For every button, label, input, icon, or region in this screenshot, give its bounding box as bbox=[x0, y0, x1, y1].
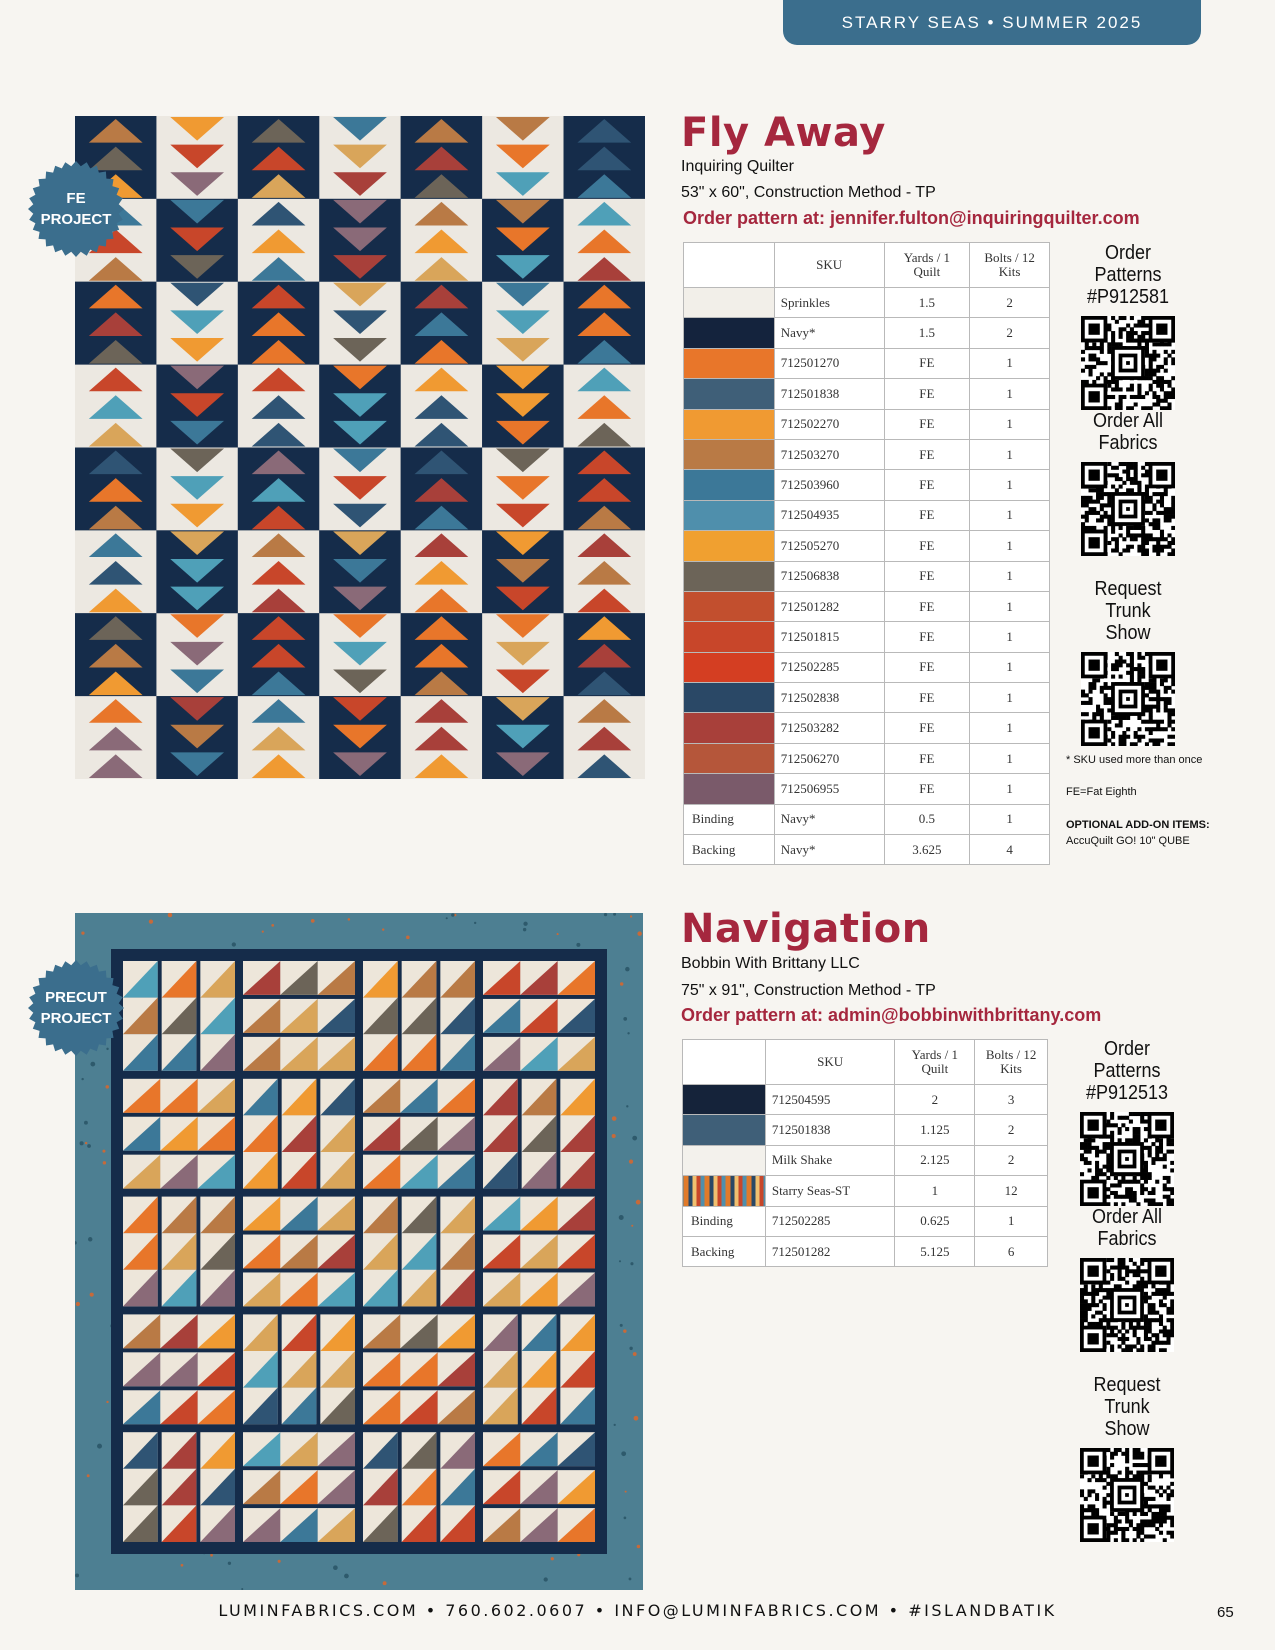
yards-cell: FE bbox=[884, 622, 970, 652]
fabric-swatch bbox=[684, 561, 775, 591]
badge-line-1: PRECUT bbox=[45, 989, 107, 1006]
fabric-swatch bbox=[684, 288, 775, 318]
sku-cell: Sprinkles bbox=[774, 288, 884, 318]
bolts-cell: 1 bbox=[970, 622, 1050, 652]
yards-cell: FE bbox=[884, 348, 970, 378]
sku-cell: 712501270 bbox=[774, 348, 884, 378]
fabric-swatch bbox=[684, 743, 775, 773]
sku-cell: 712501282 bbox=[765, 1236, 895, 1266]
bolts-cell: 1 bbox=[970, 348, 1050, 378]
table-row bbox=[683, 1115, 1048, 1145]
row-label: Backing bbox=[683, 1236, 766, 1266]
bolts-cell: 1 bbox=[970, 531, 1050, 561]
sku-cell: 712504595 bbox=[765, 1085, 895, 1115]
header-text: STARRY SEAS • SUMMER 2025 bbox=[841, 12, 1143, 32]
bolts-cell: 1 bbox=[970, 409, 1050, 439]
fabric-swatch bbox=[684, 348, 775, 378]
table-row bbox=[684, 500, 1050, 530]
header-bolts: Bolts / 12 Kits bbox=[970, 243, 1050, 288]
sku-cell: 712502285 bbox=[774, 652, 884, 682]
table-row bbox=[684, 713, 1050, 743]
fabric-swatch bbox=[684, 409, 775, 439]
header-yards: Yards / 1 Quilt bbox=[884, 243, 970, 288]
bolts-cell: 1 bbox=[970, 713, 1050, 743]
bolts-cell: 1 bbox=[970, 439, 1050, 469]
table-row bbox=[684, 409, 1050, 439]
yards-cell: 5.125 bbox=[895, 1236, 975, 1266]
sku-cell: 712502838 bbox=[774, 683, 884, 713]
sku-cell: 712502285 bbox=[765, 1206, 895, 1236]
badge-line-2: PROJECT bbox=[40, 1010, 112, 1027]
yards-cell: FE bbox=[884, 683, 970, 713]
fly-away-quilt-image bbox=[75, 116, 645, 779]
bolts-cell: 2 bbox=[975, 1145, 1048, 1175]
project-title-fly-away: Fly Away bbox=[681, 110, 886, 156]
yards-cell: FE bbox=[884, 439, 970, 469]
bolts-cell: 1 bbox=[970, 804, 1050, 834]
yards-cell: FE bbox=[884, 713, 970, 743]
sku-cell: 712505270 bbox=[774, 531, 884, 561]
navigation-quilt-image bbox=[75, 913, 643, 1590]
order-pattern-link[interactable]: Order pattern at: admin@bobbinwithbrittany.com bbox=[681, 1005, 1102, 1025]
bolts-cell: 4 bbox=[970, 835, 1050, 865]
precut-project-badge bbox=[28, 960, 124, 1056]
qr-label-line-1: Order Patterns bbox=[1093, 1038, 1161, 1082]
yards-cell: 1.5 bbox=[884, 318, 970, 348]
qr-code-icon[interactable] bbox=[1081, 462, 1175, 556]
table-row bbox=[684, 439, 1050, 469]
sku-cell: 712502270 bbox=[774, 409, 884, 439]
bolts-cell: 1 bbox=[970, 379, 1050, 409]
table-row bbox=[683, 1236, 1048, 1266]
bolts-cell: 1 bbox=[970, 743, 1050, 773]
page-number: 65 bbox=[1217, 1604, 1234, 1621]
table-row bbox=[684, 288, 1050, 318]
sku-cell: 712501815 bbox=[774, 622, 884, 652]
qr-label-line-2: Show bbox=[1105, 622, 1151, 644]
fabric-requirements-table bbox=[683, 242, 1050, 865]
yards-cell: FE bbox=[884, 531, 970, 561]
qr-code-icon[interactable] bbox=[1080, 1112, 1174, 1206]
fabric-swatch bbox=[683, 1115, 766, 1145]
designer-name: Inquiring Quilter bbox=[681, 158, 794, 175]
yards-cell: 2.125 bbox=[895, 1145, 975, 1175]
order-pattern-link[interactable]: Order pattern at: jennifer.fulton@inquiringquilter.com bbox=[683, 208, 1140, 228]
bolts-cell: 3 bbox=[975, 1085, 1048, 1115]
sku-cell: Navy* bbox=[774, 804, 884, 834]
header-swatch bbox=[683, 1040, 766, 1085]
size-method: 53" x 60", Construction Method - TP bbox=[681, 184, 936, 201]
fabric-swatch bbox=[683, 1085, 766, 1115]
table-row bbox=[684, 683, 1050, 713]
row-label: Binding bbox=[683, 1206, 766, 1236]
yards-cell: FE bbox=[884, 774, 970, 804]
sku-cell: Starry Seas-ST bbox=[765, 1176, 895, 1206]
sku-cell: 712506270 bbox=[774, 743, 884, 773]
qr-code-icon[interactable] bbox=[1081, 316, 1175, 410]
table-row bbox=[684, 774, 1050, 804]
qr-label-line-1: Order All bbox=[1091, 1206, 1163, 1228]
fabric-requirements-table bbox=[682, 1039, 1048, 1267]
yards-cell: 3.625 bbox=[884, 835, 970, 865]
bolts-cell: 2 bbox=[975, 1115, 1048, 1145]
qr-trunk-show[interactable] bbox=[1062, 1374, 1192, 1542]
fabric-swatch bbox=[683, 1176, 766, 1206]
table-row bbox=[684, 622, 1050, 652]
header-bolts: Bolts / 12 Kits bbox=[975, 1040, 1048, 1085]
row-label: Backing bbox=[684, 835, 775, 865]
qr-label-line-2: #P912513 bbox=[1085, 1082, 1169, 1104]
qr-order-fabrics[interactable] bbox=[1062, 1206, 1192, 1352]
yards-cell: 2 bbox=[895, 1085, 975, 1115]
table-row bbox=[684, 743, 1050, 773]
bolts-cell: 6 bbox=[975, 1236, 1048, 1266]
qr-label-line-2: Fabrics bbox=[1097, 1228, 1157, 1250]
row-label: Binding bbox=[684, 804, 775, 834]
fabric-swatch bbox=[684, 500, 775, 530]
table-row bbox=[683, 1085, 1048, 1115]
bolts-cell: 1 bbox=[970, 500, 1050, 530]
fabric-swatch bbox=[684, 470, 775, 500]
qr-label-line-1: Request Trunk bbox=[1093, 1374, 1161, 1418]
table-row bbox=[684, 348, 1050, 378]
fabric-swatch bbox=[684, 439, 775, 469]
table-row bbox=[684, 804, 1050, 834]
sku-cell: 712504935 bbox=[774, 500, 884, 530]
yards-cell: FE bbox=[884, 561, 970, 591]
qr-trunk-show[interactable] bbox=[1063, 578, 1193, 746]
bolts-cell: 1 bbox=[970, 652, 1050, 682]
yards-cell: 0.5 bbox=[884, 804, 970, 834]
badge-line-2: PROJECT bbox=[40, 211, 112, 228]
yards-cell: FE bbox=[884, 379, 970, 409]
footer-contact: LUMINFABRICS.COM • 760.602.0607 • INFO@LUMINFABRICS.COM • #ISLANDBATIK bbox=[218, 1601, 1057, 1620]
yards-cell: FE bbox=[884, 409, 970, 439]
bolts-cell: 1 bbox=[970, 470, 1050, 500]
qr-label-line-1: Request Trunk bbox=[1094, 578, 1162, 622]
yards-cell: FE bbox=[884, 500, 970, 530]
bolts-cell: 2 bbox=[970, 318, 1050, 348]
table-row bbox=[684, 531, 1050, 561]
sku-cell: Navy* bbox=[774, 318, 884, 348]
bolts-cell: 1 bbox=[970, 774, 1050, 804]
table-row bbox=[683, 1176, 1048, 1206]
yards-cell: FE bbox=[884, 470, 970, 500]
sku-cell: 712503960 bbox=[774, 470, 884, 500]
table-row bbox=[684, 379, 1050, 409]
sku-cell: 712501282 bbox=[774, 591, 884, 621]
header-swatch bbox=[684, 243, 775, 288]
sku-cell: Milk Shake bbox=[765, 1145, 895, 1175]
sku-note: * SKU used more than once bbox=[1066, 754, 1203, 766]
yards-cell: 0.625 bbox=[895, 1206, 975, 1236]
fe-note: FE=Fat Eighth bbox=[1066, 786, 1137, 798]
table-row bbox=[684, 318, 1050, 348]
bolts-cell: 12 bbox=[975, 1176, 1048, 1206]
yards-cell: 1.125 bbox=[895, 1115, 975, 1145]
qr-order-patterns[interactable] bbox=[1062, 1038, 1192, 1206]
addon-title: OPTIONAL ADD-ON ITEMS: bbox=[1066, 819, 1210, 831]
yards-cell: FE bbox=[884, 743, 970, 773]
header-banner bbox=[783, 0, 1201, 45]
header-yards: Yards / 1 Quilt bbox=[895, 1040, 975, 1085]
bolts-cell: 1 bbox=[970, 561, 1050, 591]
table-row bbox=[683, 1145, 1048, 1175]
yards-cell: FE bbox=[884, 652, 970, 682]
sku-cell: 712501838 bbox=[774, 379, 884, 409]
fabric-swatch bbox=[684, 683, 775, 713]
yards-cell: 1 bbox=[895, 1176, 975, 1206]
bolts-cell: 1 bbox=[970, 683, 1050, 713]
qr-code-icon[interactable] bbox=[1080, 1258, 1174, 1352]
bolts-cell: 1 bbox=[970, 591, 1050, 621]
fabric-swatch bbox=[684, 774, 775, 804]
qr-code-icon[interactable] bbox=[1081, 652, 1175, 746]
header-sku: SKU bbox=[765, 1040, 895, 1085]
fabric-swatch bbox=[684, 622, 775, 652]
fabric-swatch bbox=[684, 652, 775, 682]
header-sku: SKU bbox=[774, 243, 884, 288]
qr-code-icon[interactable] bbox=[1080, 1448, 1174, 1542]
addon-item: AccuQuilt GO! 10" QUBE bbox=[1066, 835, 1190, 847]
table-row bbox=[684, 561, 1050, 591]
sku-cell: 712501838 bbox=[765, 1115, 895, 1145]
fabric-swatch bbox=[684, 591, 775, 621]
project-title-navigation: Navigation bbox=[681, 906, 931, 952]
size-method: 75" x 91", Construction Method - TP bbox=[681, 982, 936, 999]
table-row bbox=[684, 470, 1050, 500]
fabric-swatch bbox=[684, 713, 775, 743]
bolts-cell: 1 bbox=[975, 1206, 1048, 1236]
designer-name: Bobbin With Brittany LLC bbox=[681, 955, 860, 972]
qr-label-line-2: Fabrics bbox=[1098, 432, 1158, 454]
yards-cell: FE bbox=[884, 591, 970, 621]
qr-order-fabrics[interactable] bbox=[1063, 410, 1193, 556]
yards-cell: 1.5 bbox=[884, 288, 970, 318]
bolts-cell: 2 bbox=[970, 288, 1050, 318]
sku-cell: 712503270 bbox=[774, 439, 884, 469]
fabric-swatch bbox=[684, 379, 775, 409]
fe-project-badge bbox=[28, 161, 124, 257]
table-row bbox=[684, 591, 1050, 621]
qr-label-line-2: #P912581 bbox=[1086, 286, 1170, 308]
qr-label-line-2: Show bbox=[1104, 1418, 1150, 1440]
sku-cell: 712506955 bbox=[774, 774, 884, 804]
fabric-swatch bbox=[684, 318, 775, 348]
sku-cell: 712506838 bbox=[774, 561, 884, 591]
sku-cell: 712503282 bbox=[774, 713, 884, 743]
fabric-swatch bbox=[684, 531, 775, 561]
table-row bbox=[684, 835, 1050, 865]
sku-cell: Navy* bbox=[774, 835, 884, 865]
qr-order-patterns[interactable] bbox=[1063, 242, 1193, 410]
table-row bbox=[684, 652, 1050, 682]
fabric-swatch bbox=[683, 1145, 766, 1175]
badge-line-1: FE bbox=[66, 190, 86, 207]
qr-label-line-1: Order Patterns bbox=[1094, 242, 1162, 286]
table-row bbox=[683, 1206, 1048, 1236]
qr-label-line-1: Order All bbox=[1092, 410, 1164, 432]
